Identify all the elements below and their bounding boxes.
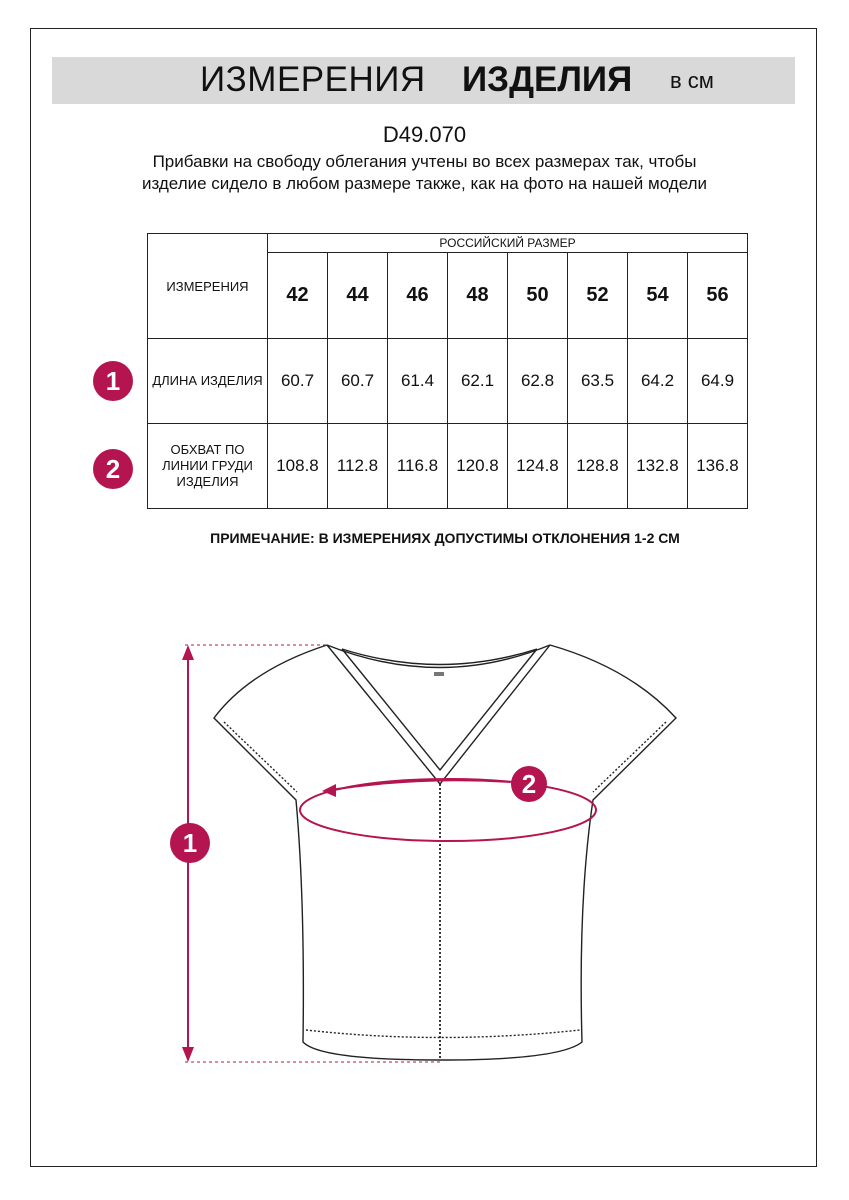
title-part2: ИЗДЕЛИЯ: [462, 60, 633, 99]
size-header: 44: [328, 253, 388, 339]
tolerance-note: ПРИМЕЧАНИЕ: В ИЗМЕРЕНИЯХ ДОПУСТИМЫ ОТКЛОНЕНИЯ 1-2 СМ: [210, 530, 680, 546]
unit-label: в см: [670, 68, 714, 93]
row-marker-2: 2: [93, 449, 133, 489]
table-cell: 128.8: [568, 424, 628, 509]
size-system-header: РОССИЙСКИЙ РАЗМЕР: [268, 234, 748, 253]
table-cell: 60.7: [328, 339, 388, 424]
table-cell: 62.1: [448, 339, 508, 424]
table-cell: 120.8: [448, 424, 508, 509]
table-cell: 61.4: [388, 339, 448, 424]
fit-description: Прибавки на свободу облегания учтены во всех размерах так, чтобы изделие сидело в любом размере также, как на фото на нашей модели: [141, 152, 708, 193]
size-header: 42: [268, 253, 328, 339]
garment-outline: [214, 645, 676, 1060]
chest-marker-label: 2: [521, 769, 537, 799]
row-label-length: ДЛИНА ИЗДЕЛИЯ: [148, 339, 268, 424]
table-cell: 136.8: [688, 424, 748, 509]
garment-diagram: [0, 600, 849, 1080]
product-code: D49.070: [382, 122, 467, 147]
table-cell: 64.9: [688, 339, 748, 424]
chest-measurement: [300, 779, 596, 841]
title-part1: ИЗМЕРЕНИЯ: [200, 60, 426, 99]
table-cell: 62.8: [508, 339, 568, 424]
size-header: 50: [508, 253, 568, 339]
size-header: 52: [568, 253, 628, 339]
length-measurement: [182, 645, 440, 1062]
size-header: 56: [688, 253, 748, 339]
measurements-header: ИЗМЕРЕНИЯ: [148, 234, 268, 339]
neck-label-patch: [434, 672, 444, 676]
size-header: 54: [628, 253, 688, 339]
table-cell: 64.2: [628, 339, 688, 424]
row-marker-1: 1: [93, 361, 133, 401]
size-table: [147, 233, 748, 509]
table-cell: 124.8: [508, 424, 568, 509]
size-header: 46: [388, 253, 448, 339]
table-cell: 132.8: [628, 424, 688, 509]
table-cell: 108.8: [268, 424, 328, 509]
table-cell: 63.5: [568, 339, 628, 424]
table-row: [148, 424, 748, 509]
table-cell: 112.8: [328, 424, 388, 509]
table-row: [148, 339, 748, 424]
table-cell: 116.8: [388, 424, 448, 509]
length-marker-label: 1: [182, 828, 198, 858]
size-header: 48: [448, 253, 508, 339]
row-label-chest: ОБХВАТ ПО ЛИНИИ ГРУДИ ИЗДЕЛИЯ: [148, 424, 268, 509]
table-cell: 60.7: [268, 339, 328, 424]
